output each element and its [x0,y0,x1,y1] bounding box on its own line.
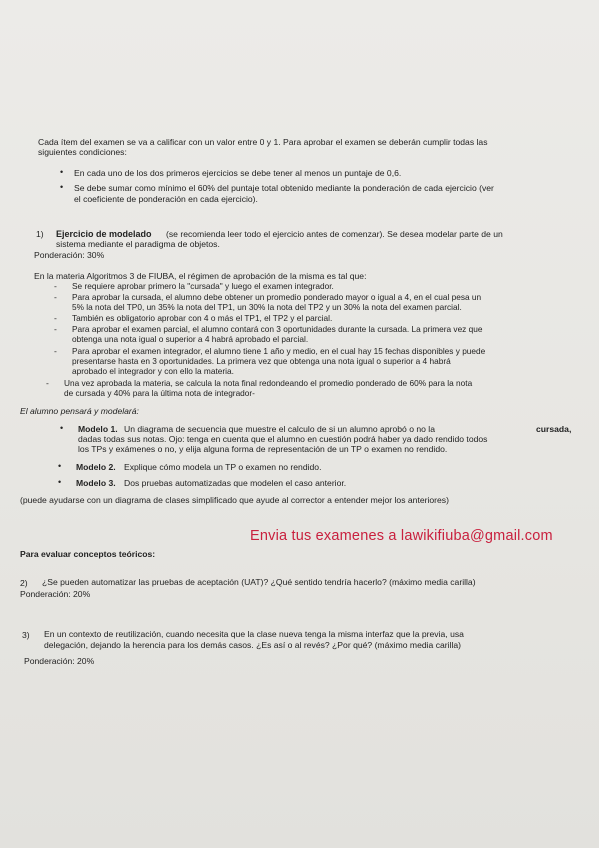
intro-line-2: siguientes condiciones: [38,147,127,157]
exercise-1-line-2: sistema mediante el paradigma de objetos. [56,239,220,249]
rule-4-line-1: Para aprobar el examen parcial, el alumno contará con 3 oportunidades durante la cursada. La primera vez que [72,324,483,334]
bullet-dot: • [60,167,64,177]
rule-2-line-2: 5% la nota del TP0, un 35% la nota del TP1, un 30% la nota del TP2 y un 30% la nota del examen parcial. [72,302,462,312]
model-1-line-1: Un diagrama de secuencia que muestre el calculo de si un alumno aprobó o no la [124,424,435,434]
rule-dash: - [54,292,57,302]
rule-5-line-1: Para aprobar el examen integrador, el alumno tiene 1 año y medio, en el cual hay 15 fechas disponibles y puede [72,346,486,356]
question-3-line-2: delegación, dejando la herencia para los demás casos. ¿Es así o al revés? ¿Por qué? (máximo media carilla) [44,640,462,650]
model-2-label: Modelo 2. [76,462,116,472]
theory-heading: Para evaluar conceptos teóricos: [20,549,156,559]
intro-line-1: Cada ítem del examen se va a calificar con un valor entre 0 y 1. Para aprobar el examen se deberán cumplir todas las [38,137,488,147]
model-1-cursada-word: cursada, [536,424,572,434]
model-1-line-2: dadas todas sus notas. Ojo: tenga en cuenta que el alumno en cuestión podrá haber ya dado rendido todos [78,434,488,444]
rule-1-line-1: Se requiere aprobar primero la "cursada" y luego el examen integrador. [72,281,334,291]
question-3-line-1: En un contexto de reutilización, cuando necesita que la clase nueva tenga la misma interfaz que la previa, usa [44,629,464,639]
question-2-text: ¿Se pueden automatizar las pruebas de aceptación (UAT)? ¿Qué sentido tendría hacerlo? (máximo media carilla) [42,577,476,587]
model-1-label: Modelo 1. [78,424,118,434]
rule-dash: - [46,378,49,388]
rule-3-line-1: También es obligatorio aprobar con 4 o más el TP1, el TP2 y el parcial. [72,313,333,323]
watermark-text: Envia tus examenes a lawikifiuba@gmail.com [250,528,553,544]
rule-6-line-1: Una vez aprobada la materia, se calcula la nota final redondeando el promedio ponderado de 60% para la nota [64,378,473,388]
condition-2-line-1: Se debe sumar como mínimo el 60% del puntaje total obtenido mediante la ponderación de cada ejercicio (ver [74,183,494,193]
condition-1: En cada uno de los dos primeros ejercicios se debe tener al menos un puntaje de 0,6. [74,168,402,178]
model-intro: El alumno pensará y modelará: [20,406,139,416]
bullet-dot: • [58,477,62,487]
model-3-label: Modelo 3. [76,478,116,488]
rule-dash: - [54,281,57,291]
diagram-hint: (puede ayudarse con un diagrama de clases simplificado que ayude al corrector a entender mejor los anteriores) [20,495,449,505]
exercise-1-line-1: (se recomienda leer todo el ejercicio antes de comenzar). Se desea modelar parte de un [166,229,503,239]
rule-dash: - [54,346,57,356]
rule-4-line-2: obtenga una nota igual o superior a 4 habrá aprobado el parcial. [72,334,309,344]
question-3-number: 3) [22,630,30,640]
exercise-1-weight: Ponderación: 30% [34,250,105,260]
model-1-line-3: los TPs y exámenes o no, y elija alguna forma de representación de un TP o examen no rendido. [78,444,448,454]
question-2-number: 2) [20,578,28,588]
question-3-weight: Ponderación: 20% [24,656,95,666]
question-2-weight: Ponderación: 20% [20,589,91,599]
rule-5-line-2: presentarse hasta en 3 oportunidades. La primera vez que obtenga una nota igual o superior a 4 habrá [72,356,451,366]
condition-2-line-2: el coeficiente de ponderación en cada ejercicio). [74,194,258,204]
rule-dash: - [54,313,57,323]
model-2-text: Explique cómo modela un TP o examen no rendido. [124,462,322,472]
exercise-1-number: 1) [36,229,44,239]
rule-5-line-3: aprobado el integrador y con ello la materia. [72,366,234,376]
model-3-text: Dos pruebas automatizadas que modelen el caso anterior. [124,478,347,488]
bullet-dot: • [58,461,62,471]
rule-dash: - [54,324,57,334]
rule-2-line-1: Para aprobar la cursada, el alumno debe obtener un promedio ponderado mayor o igual a 4, en el cual pesa un [72,292,482,302]
bullet-dot: • [60,423,64,433]
exercise-1-context: En la materia Algoritmos 3 de FIUBA, el régimen de aprobación de la misma es tal que: [34,271,367,281]
rule-6-line-2: de cursada y 40% para la última nota de integrador- [64,388,255,398]
bullet-dot: • [60,182,64,192]
exercise-1-title: Ejercicio de modelado [56,229,152,239]
